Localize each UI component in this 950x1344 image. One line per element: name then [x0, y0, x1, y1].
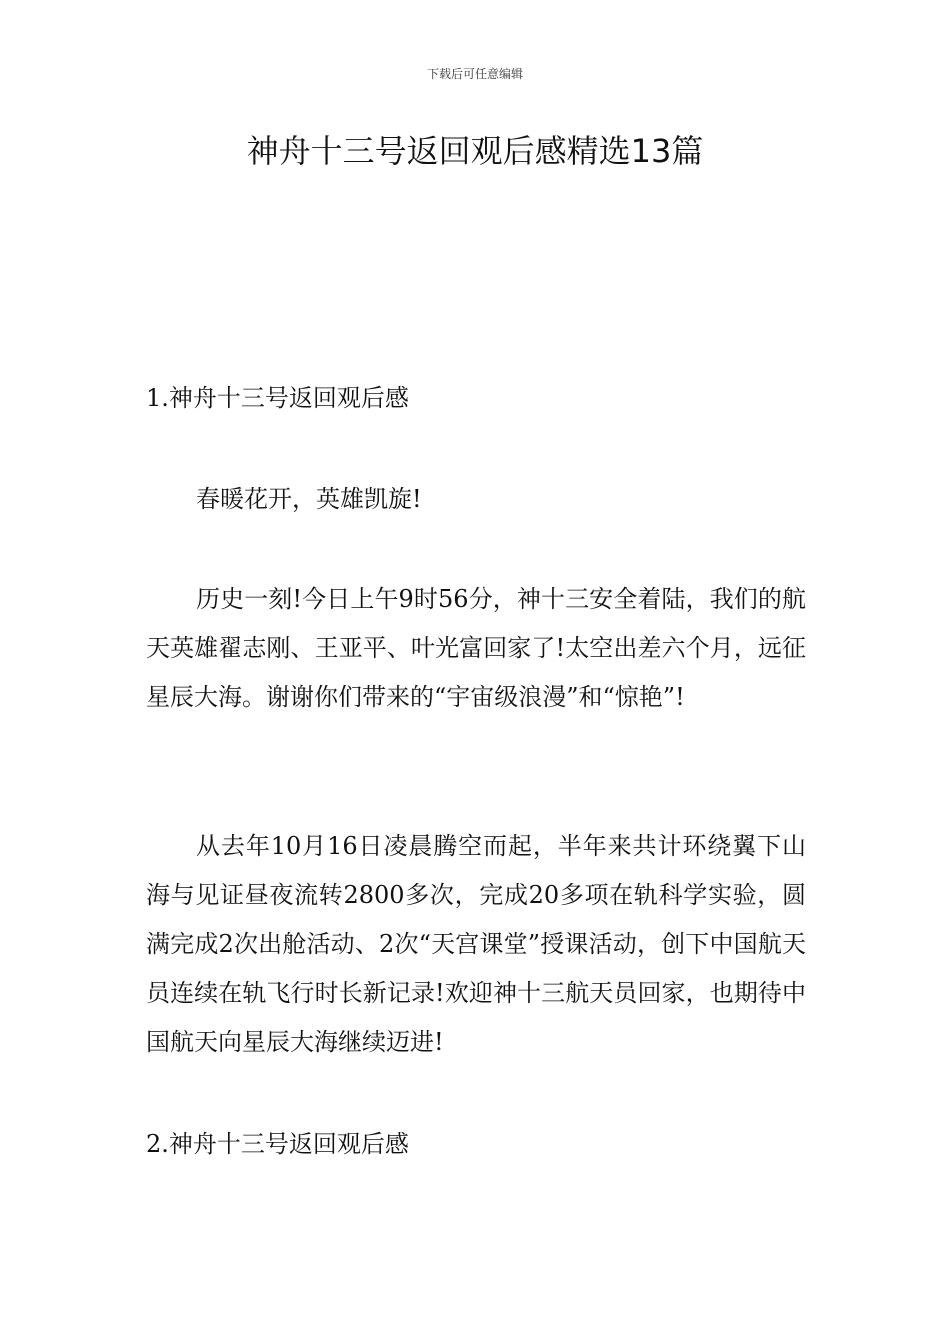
section-heading-2: 2.神舟十三号返回观后感 [146, 1130, 409, 1158]
document-title: 神舟十三号返回观后感精选13篇 [246, 132, 704, 170]
header-note: 下载后可任意编辑 [426, 67, 523, 81]
paragraph: 春暖花开，英雄凯旋! [196, 485, 422, 513]
section-heading-1: 1.神舟十三号返回观后感 [146, 384, 409, 412]
paragraph: 历史一刻!今日上午9时56分，神十三安全着陆，我们的航天英雄翟志刚、王亚平、叶光富回家了!太空出差六个月，远征星辰大海。谢谢你们带来的“宇宙级浪漫”和“惊艳”! [146, 585, 806, 711]
paragraph: 从去年10月16日凌晨腾空而起，半年来共计环绕翼下山海与见证昼夜流转2800多次，完成20多项在轨科学实验，圆满完成2次出舱活动、2次“天宫课堂”授课活动，创下中国航天员连续在轨飞行时长新记录!欢迎神十三航天员回家，也期待中国航天向星辰大海继续迈进! [146, 832, 806, 1056]
